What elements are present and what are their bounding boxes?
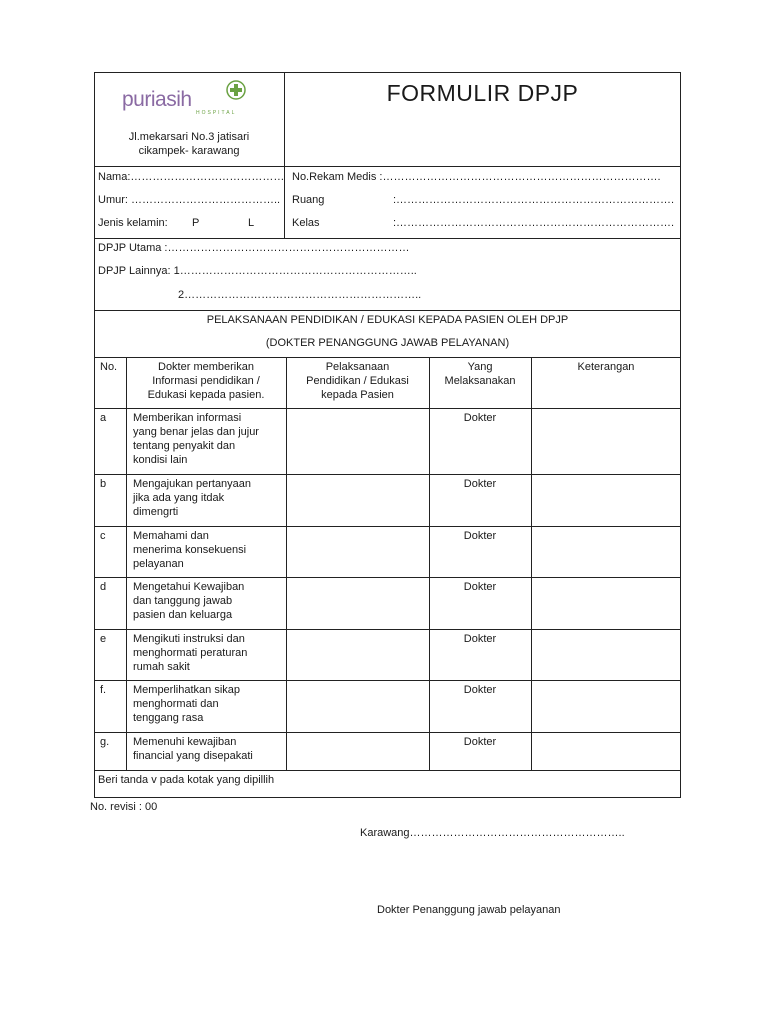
row-label: d	[100, 581, 107, 593]
row-text: pasien dan keluarga	[133, 609, 233, 621]
row-text: Memperlihatkan sikap	[133, 684, 240, 696]
divider	[94, 770, 681, 771]
row-executor: Dokter	[463, 684, 497, 696]
divider	[94, 732, 681, 733]
row-executor: Dokter	[463, 633, 497, 645]
medical-record-field[interactable]: No.Rekam Medis :………………………………………………………………….	[292, 171, 661, 183]
signature-label: Dokter Penanggung jawab pelayanan	[377, 904, 561, 916]
divider	[284, 72, 285, 238]
row-executor: Dokter	[463, 530, 497, 542]
column-header-dokter-2: Informasi pendidikan /	[152, 375, 260, 387]
divider	[94, 238, 681, 239]
row-text: Memberikan informasi	[133, 412, 242, 424]
room-field[interactable]: :………………………………………………………………….	[393, 194, 675, 206]
dpjp-main-field[interactable]: DPJP Utama :…………………………………………………………	[98, 242, 410, 254]
divider	[94, 526, 681, 527]
address-line-2: cikampek- karawang	[138, 145, 240, 157]
divider	[126, 357, 127, 770]
column-header-pelaksanaan-2: Pendidikan / Edukasi	[306, 375, 409, 387]
column-header-dokter-1: Dokter memberikan	[158, 361, 254, 373]
section-heading: PELAKSANAAN PENDIDIKAN / EDUKASI KEPADA PASIEN OLEH DPJP	[206, 314, 569, 326]
gender-option-p[interactable]: P	[192, 217, 200, 229]
column-header-dokter-3: Edukasi kepada pasien.	[147, 389, 265, 401]
row-text: tenggang rasa	[133, 712, 204, 724]
divider	[94, 474, 681, 475]
column-header-no: No.	[100, 361, 118, 373]
instruction-note: Beri tanda v pada kotak yang dipillih	[98, 774, 275, 786]
class-label: Kelas	[292, 217, 320, 229]
row-text: kondisi lain	[133, 454, 188, 466]
column-header-yang-2: Melaksanakan	[444, 375, 516, 387]
row-text: rumah sakit	[133, 661, 190, 673]
dpjp-other-1-field[interactable]: DPJP Lainnya: 1………………………………………………………..	[98, 265, 417, 277]
row-text: menghormati dan	[133, 698, 219, 710]
row-label: a	[100, 412, 107, 424]
row-text: menghormati peraturan	[133, 647, 248, 659]
row-text: tentang penyakit dan	[133, 440, 236, 452]
row-text: dimengrti	[133, 506, 179, 518]
row-executor: Dokter	[463, 412, 497, 424]
divider	[94, 629, 681, 630]
row-text: menerima konsekuensi	[133, 544, 247, 556]
page-title: FORMULIR DPJP	[386, 80, 579, 106]
row-executor: Dokter	[463, 581, 497, 593]
divider	[531, 357, 532, 770]
gender-label: Jenis kelamin:	[98, 217, 168, 229]
section-subheading: (DOKTER PENANGGUNG JAWAB PELAYANAN)	[265, 337, 510, 349]
column-header-pelaksanaan-3: kepada Pasien	[321, 389, 394, 401]
divider	[286, 357, 287, 770]
dpjp-other-2-field[interactable]: 2………………………………………………………..	[178, 289, 422, 301]
row-text: yang benar jelas dan jujur	[133, 426, 259, 438]
address-line-1: Jl.mekarsari No.3 jatisari	[128, 131, 250, 143]
row-text: dan tanggung jawab	[133, 595, 233, 607]
divider	[94, 680, 681, 681]
row-label: f.	[100, 684, 107, 696]
row-text: Mengajukan pertanyaan	[133, 478, 252, 490]
class-field[interactable]: :………………………………………………………………….	[393, 217, 675, 229]
divider	[94, 166, 681, 167]
gender-option-l[interactable]: L	[248, 217, 255, 229]
row-text: Mengikuti instruksi dan	[133, 633, 245, 645]
patient-name-field[interactable]: Nama:……………………………………	[98, 171, 285, 183]
divider	[94, 357, 681, 358]
row-executor: Dokter	[463, 736, 497, 748]
row-label: g.	[100, 736, 110, 748]
row-text: jika ada yang itdak	[133, 492, 225, 504]
room-label: Ruang	[292, 194, 325, 206]
hospital-logo: puriasih	[122, 88, 192, 111]
row-text: Memenuhi kewajiban	[133, 736, 237, 748]
row-text: Mengetahui Kewajiban	[133, 581, 245, 593]
row-label: e	[100, 633, 107, 645]
medical-cross-icon	[226, 80, 246, 100]
patient-age-field[interactable]: Umur: …………………………………..	[98, 194, 281, 206]
row-label: b	[100, 478, 107, 490]
place-date-field[interactable]: Karawang…………………………………………………..	[360, 827, 625, 839]
row-text: financial yang disepakati	[133, 750, 253, 762]
column-header-keterangan: Keterangan	[577, 361, 635, 373]
divider	[94, 408, 681, 409]
divider	[94, 310, 681, 311]
hospital-logo-subtext: HOSPITAL	[196, 110, 237, 116]
row-text: Memahami dan	[133, 530, 209, 542]
revision-number: No. revisi : 00	[90, 801, 158, 813]
column-header-yang-1: Yang	[467, 361, 493, 373]
divider	[94, 577, 681, 578]
row-executor: Dokter	[463, 478, 497, 490]
row-label: c	[100, 530, 106, 542]
column-header-pelaksanaan-1: Pelaksanaan	[325, 361, 390, 373]
row-text: pelayanan	[133, 558, 184, 570]
